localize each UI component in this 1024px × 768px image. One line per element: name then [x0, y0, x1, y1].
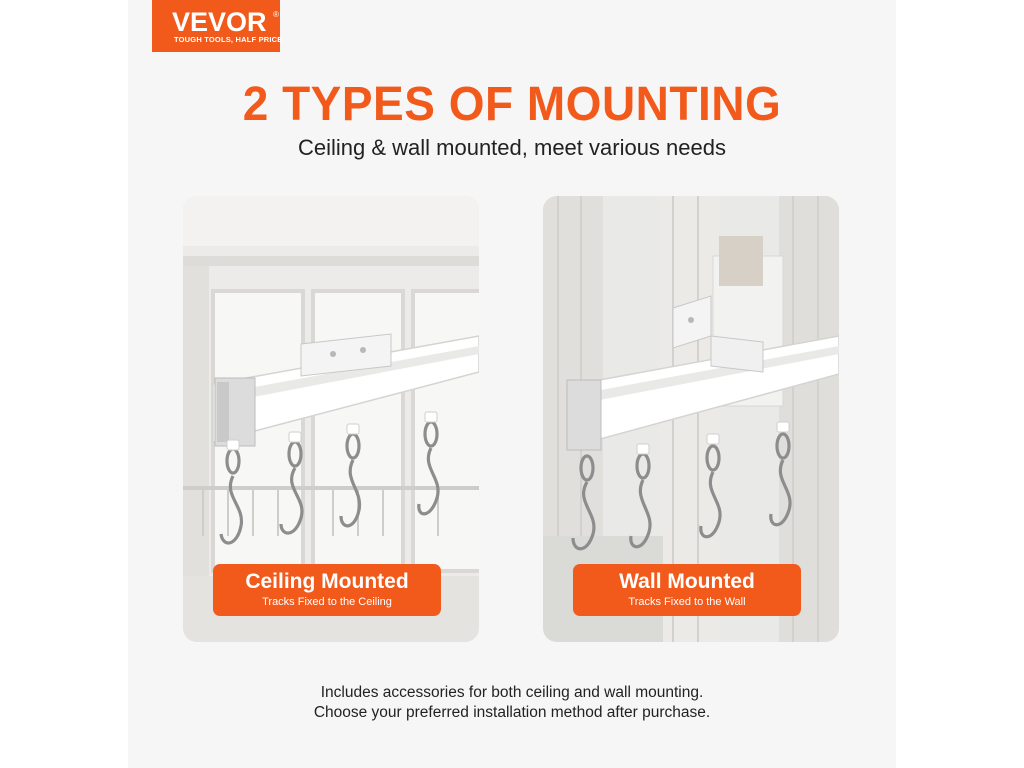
- ceiling-mount-badge: [213, 564, 441, 616]
- wall-mount-subtitle: Tracks Fixed to the Wall: [628, 596, 746, 608]
- wall-mount-panel: [543, 196, 839, 642]
- footer-line-2: Choose your preferred installation method after purchase.: [313, 704, 711, 721]
- page-title: 2 TYPES OF MOUNTING: [242, 75, 782, 131]
- footer-note: [128, 683, 896, 723]
- ceiling-mount-panel: [183, 196, 479, 642]
- ceiling-mount-title: Ceiling Mounted: [245, 570, 409, 593]
- brand-tagline: TOUGH TOOLS, HALF PRICE: [174, 35, 283, 44]
- brand-name: VEVOR: [172, 7, 267, 37]
- wall-mount-title: Wall Mounted: [619, 570, 755, 593]
- wall-mount-badge: [573, 564, 801, 616]
- registered-mark: ®: [273, 10, 279, 19]
- footer-line-1: Includes accessories for both ceiling and wall mounting.: [320, 684, 704, 701]
- ceiling-mount-subtitle: Tracks Fixed to the Ceiling: [262, 596, 392, 608]
- brand-logo: [152, 0, 283, 52]
- page-subtitle: Ceiling & wall mounted, meet various needs: [297, 135, 726, 160]
